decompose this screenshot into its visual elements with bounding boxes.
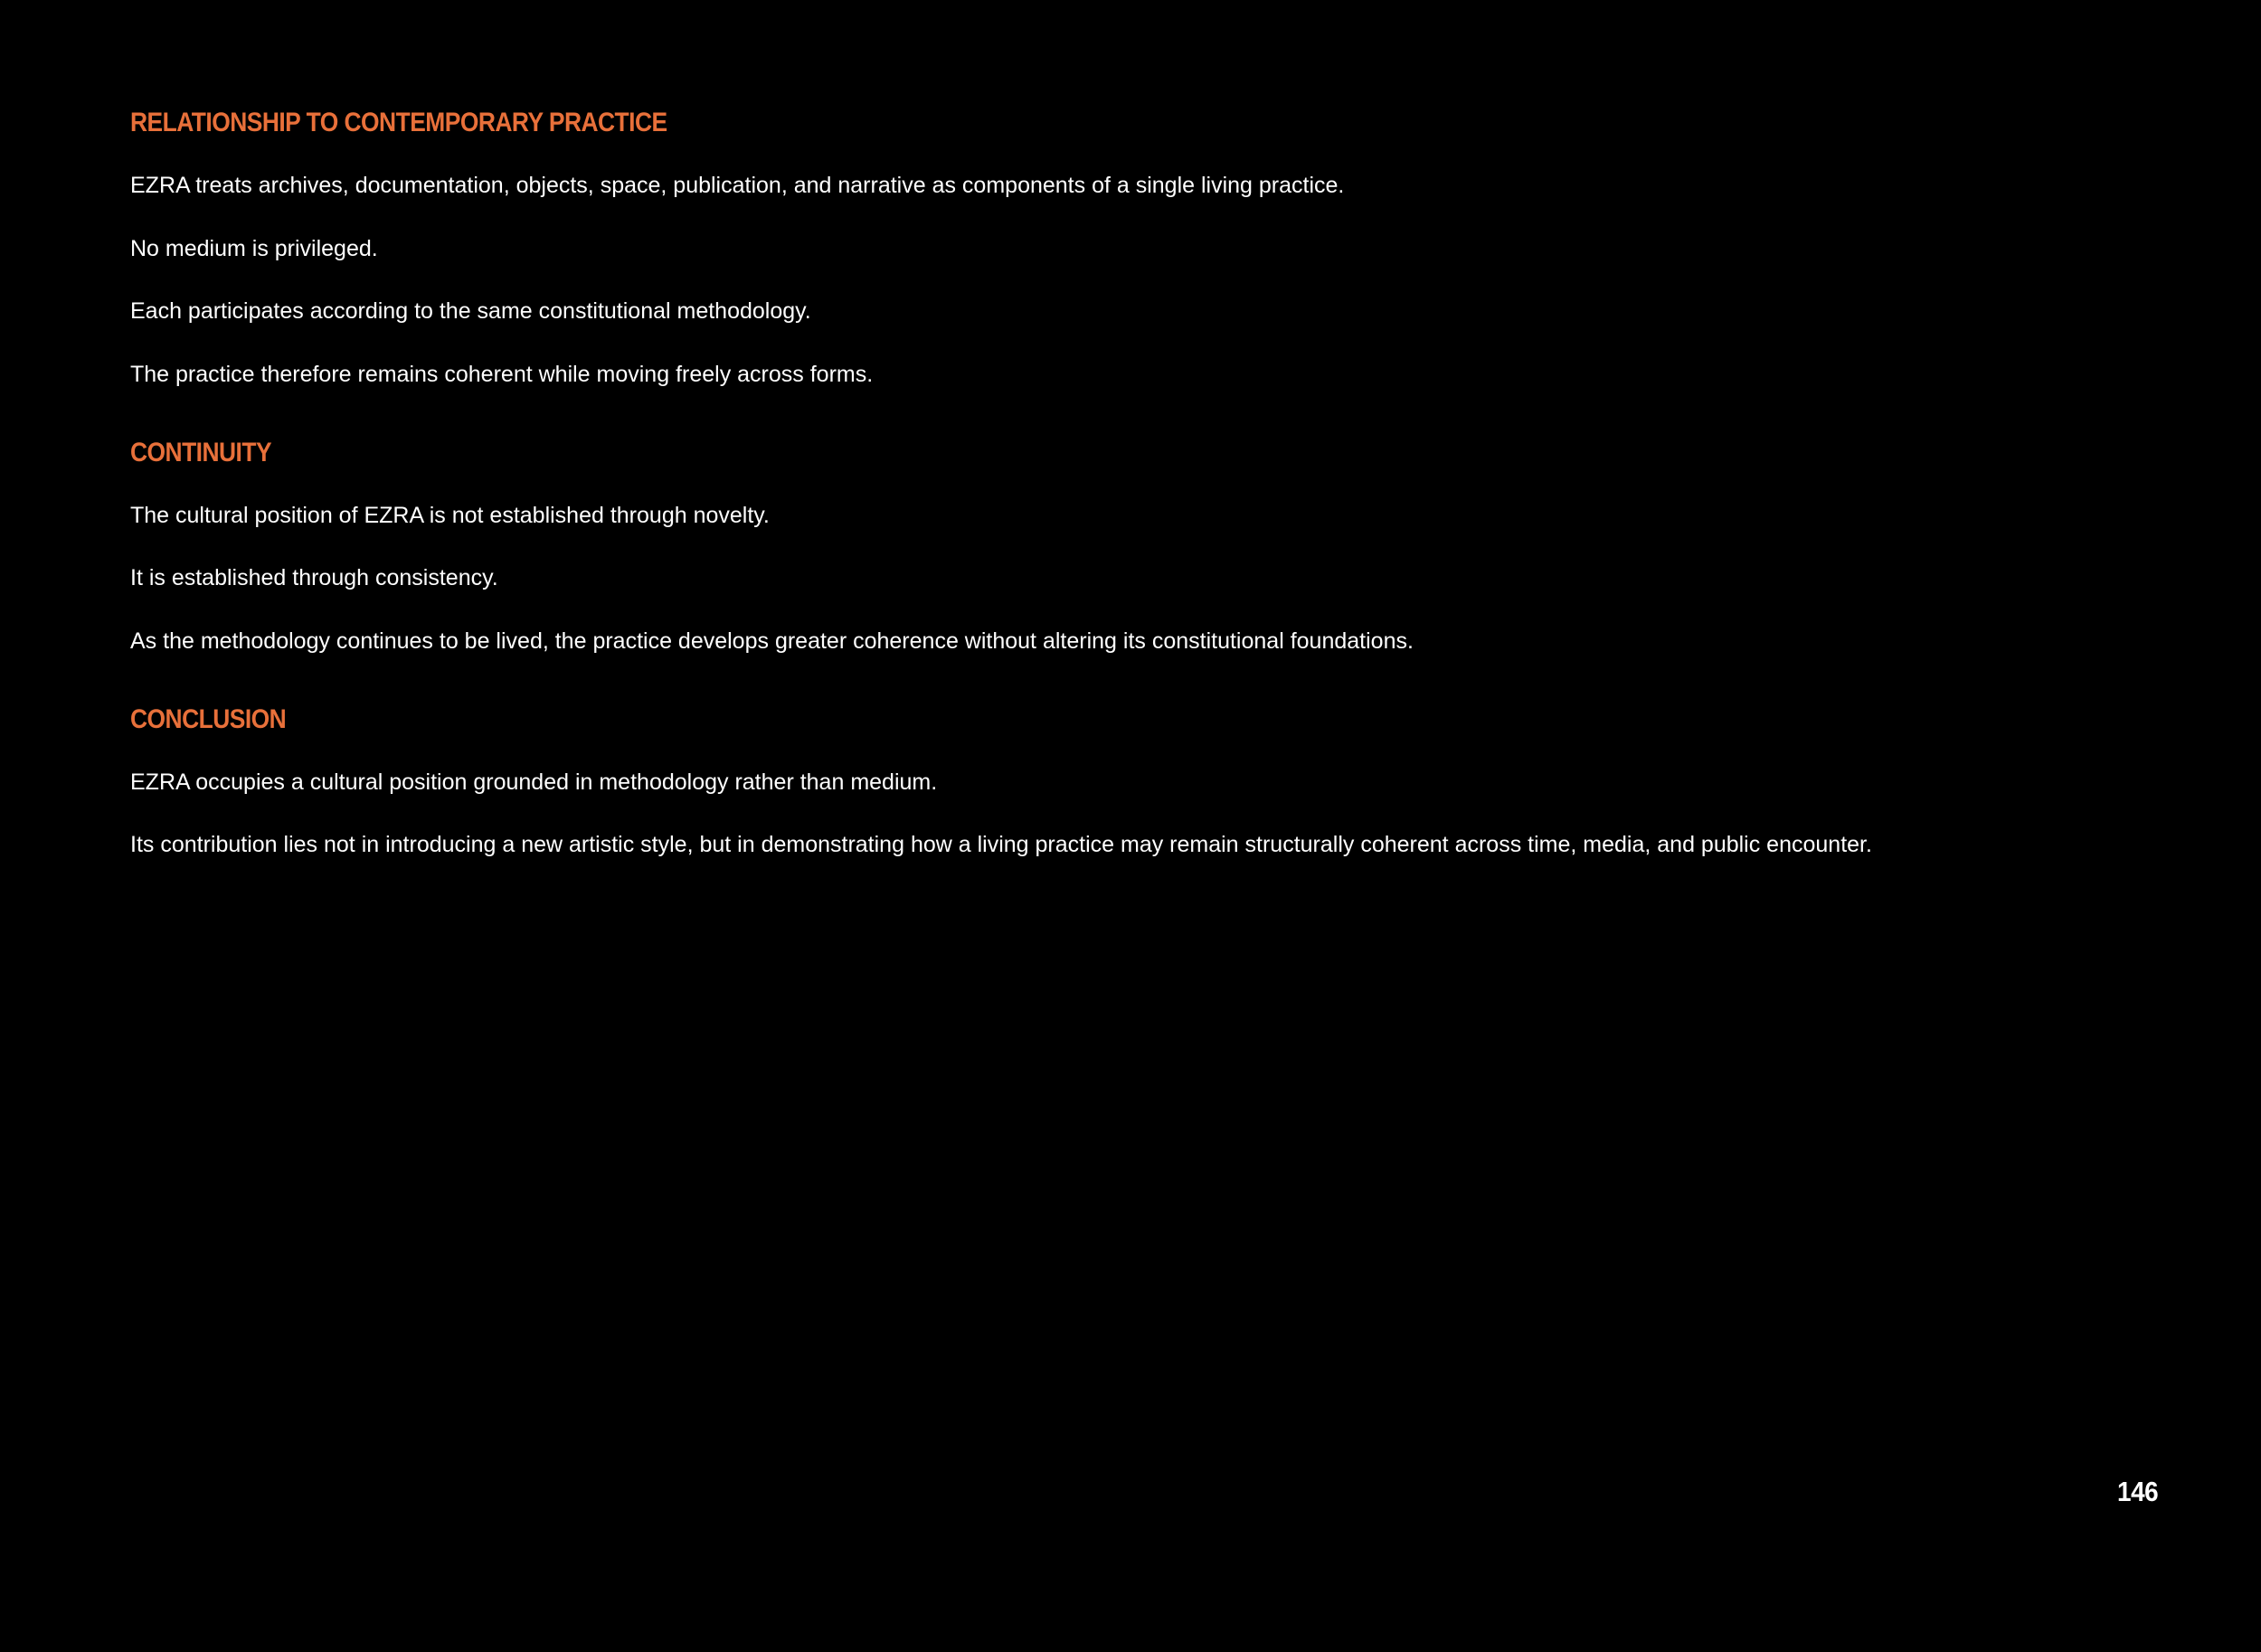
section-continuity [130,437,2120,655]
paragraph: The practice therefore remains coherent while moving freely across forms. [130,361,874,387]
section-heading: RELATIONSHIP TO CONTEMPORARY PRACTICE [130,108,667,137]
paragraph: It is established through consistency. [130,565,498,590]
paragraph: No medium is privileged. [130,235,378,261]
section-heading: CONTINUITY [130,437,272,467]
paragraph: EZRA occupies a cultural position grounded in methodology rather than medium. [130,769,938,795]
paragraph: EZRA treats archives, documentation, objects, space, publication, and narrative as components of a single living practice. [130,173,1345,198]
paragraph: Its contribution lies not in introducing a new artistic style, but in demonstrating how a living practice may remain structurally coherent across time, media, and public encounter. [130,832,1872,857]
paragraph: Each participates according to the same constitutional methodology. [130,298,811,324]
section-relationship-to-contemporary-practice [130,107,2120,388]
paragraph: The cultural position of EZRA is not established through novelty. [130,502,770,528]
page-content [130,107,2120,858]
paragraph: As the methodology continues to be lived, the practice develops greater coherence without altering its constitutional foundations. [130,628,1414,654]
page-number: 146 [2116,1476,2158,1507]
section-conclusion [130,703,2120,859]
section-heading: CONCLUSION [130,703,287,734]
